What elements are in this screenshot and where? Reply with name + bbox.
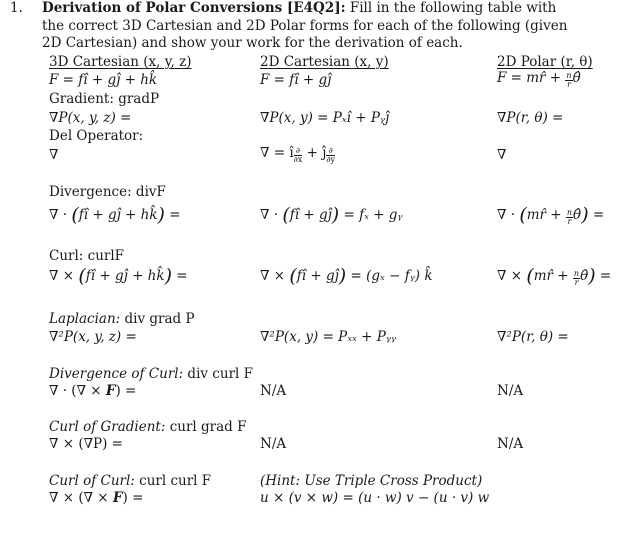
question-intro bbox=[10, 0, 568, 53]
right-paren: ) bbox=[157, 204, 165, 226]
gradient-2d-cartesian: ∇P(x, y) = Pₓî + Pᵧĵ bbox=[260, 110, 390, 126]
n-over-r-fraction bbox=[566, 209, 573, 226]
divergence-body-a: mr̂ + bbox=[526, 207, 566, 223]
fraction-denominator: ∂y bbox=[326, 155, 336, 164]
fraction-numerator: n bbox=[566, 71, 572, 80]
curl-curl-3d-cartesian bbox=[49, 490, 143, 506]
question-title: Derivation of Polar Conversions [E4Q2]: bbox=[42, 0, 346, 16]
curl-curl-vector-f: F bbox=[112, 490, 123, 506]
div-curl-label-italic: Divergence of Curl: bbox=[49, 366, 184, 382]
force-2d-cartesian: F = fî + gĵ bbox=[260, 72, 332, 88]
curl-curl-label bbox=[49, 473, 211, 489]
header-2d-cartesian: 2D Cartesian (x, y) bbox=[260, 54, 389, 70]
question-line-3: 2D Cartesian) and show your work for the derivation of each. bbox=[42, 35, 463, 51]
header-3d-cartesian: 3D Cartesian (x, y, z) bbox=[49, 54, 192, 70]
curl-grad-label-rest: curl grad F bbox=[165, 419, 247, 435]
del-prefix: ∇ = î bbox=[260, 145, 294, 161]
curl-grad-label bbox=[49, 419, 246, 435]
partial-y-fraction bbox=[326, 147, 335, 164]
div-curl-3d-cartesian bbox=[49, 383, 136, 399]
divergence-2d-cartesian bbox=[260, 204, 403, 226]
laplacian-3d-cartesian: ∇²P(x, y, z) = bbox=[49, 329, 137, 345]
del-2d-polar: ∇ bbox=[497, 147, 507, 163]
fraction-denominator: r bbox=[567, 80, 571, 89]
left-paren: ( bbox=[526, 265, 534, 287]
curl-grad-2d-cartesian: N/A bbox=[260, 436, 287, 452]
del-2d-cartesian bbox=[260, 145, 335, 164]
laplacian-label-rest: div grad P bbox=[120, 311, 195, 327]
n-over-r-fraction bbox=[573, 270, 580, 287]
triple-product-hint: (Hint: Use Triple Cross Product) bbox=[260, 473, 483, 489]
div-curl-label-rest: div curl F bbox=[183, 366, 253, 382]
gradient-2d-polar: ∇P(r, θ) = bbox=[497, 110, 564, 126]
laplacian-2d-polar: ∇²P(r, θ) = bbox=[497, 329, 569, 345]
left-paren: ( bbox=[519, 204, 527, 226]
question-line-1 bbox=[10, 0, 557, 18]
curl-body: fî + gĵ bbox=[296, 268, 339, 284]
curl-body-a: mr̂ + bbox=[533, 268, 573, 284]
del-mid: + ĵ bbox=[302, 145, 327, 161]
force-polar-suffix: θ̂ bbox=[572, 70, 581, 86]
divergence-body: fî + gĵ + hk̂ bbox=[78, 207, 158, 223]
curl-2d-cartesian bbox=[260, 265, 433, 287]
curl-equals: = bbox=[171, 268, 188, 284]
del-3d-cartesian: ∇ bbox=[49, 147, 59, 163]
right-paren: ) bbox=[338, 265, 347, 287]
div-curl-suffix: ) = bbox=[115, 383, 137, 399]
n-over-r-fraction bbox=[565, 72, 572, 89]
div-curl-2d-cartesian: N/A bbox=[260, 383, 287, 399]
divergence-result: = fₓ + gᵧ bbox=[339, 207, 403, 223]
header-2d-polar: 2D Polar (r, θ) bbox=[497, 54, 593, 70]
del-operator-label: Del Operator: bbox=[49, 128, 144, 144]
fraction-numerator: n bbox=[573, 269, 580, 278]
right-paren: ) bbox=[588, 265, 596, 287]
curl-curl-label-italic: Curl of Curl: bbox=[49, 473, 135, 489]
curl-curl-label-rest: curl curl F bbox=[134, 473, 212, 489]
fraction-numerator: ∂ bbox=[294, 147, 303, 156]
force-2d-polar bbox=[497, 70, 581, 89]
left-paren: ( bbox=[78, 265, 86, 287]
right-paren: ) bbox=[581, 204, 589, 226]
laplacian-label bbox=[49, 311, 195, 327]
fraction-denominator: ∂x bbox=[293, 155, 303, 164]
left-paren: ( bbox=[289, 265, 297, 287]
curl-3d-cartesian bbox=[49, 265, 188, 287]
curl-operator: ∇ × bbox=[497, 268, 527, 284]
curl-body: fî + gĵ + hk̂ bbox=[85, 268, 165, 284]
divergence-operator: ∇ · bbox=[49, 207, 72, 223]
question-number: 1. bbox=[10, 0, 23, 16]
curl-label: Curl: curlF bbox=[49, 248, 125, 264]
curl-equals: = bbox=[595, 268, 612, 284]
force-polar-prefix: F = mr̂ + bbox=[497, 70, 566, 86]
triple-product-identity: u × (v × w) = (u · w) v − (u · v) w bbox=[260, 490, 490, 506]
right-paren: ) bbox=[164, 265, 172, 287]
divergence-label: Divergence: divF bbox=[49, 184, 166, 200]
div-curl-prefix: ∇ · (∇ × bbox=[49, 383, 106, 399]
div-curl-2d-polar: N/A bbox=[497, 383, 524, 399]
divergence-body: fî + gĵ bbox=[289, 207, 332, 223]
fraction-numerator: n bbox=[566, 208, 573, 217]
laplacian-2d-cartesian: ∇²P(x, y) = Pₓₓ + Pᵧᵧ bbox=[260, 329, 396, 345]
divergence-equals: = bbox=[588, 207, 605, 223]
laplacian-label-italic: Laplacian: bbox=[49, 311, 121, 327]
gradient-label: Gradient: gradP bbox=[49, 91, 160, 107]
divergence-equals: = bbox=[164, 207, 181, 223]
curl-grad-2d-polar: N/A bbox=[497, 436, 524, 452]
divergence-operator: ∇ · bbox=[260, 207, 283, 223]
curl-curl-prefix: ∇ × (∇ × bbox=[49, 490, 113, 506]
divergence-3d-cartesian bbox=[49, 204, 181, 226]
question-line-2: the correct 3D Cartesian and 2D Polar forms for each of the following (given bbox=[42, 17, 568, 34]
div-curl-vector-f: F bbox=[105, 383, 116, 399]
divergence-operator: ∇ · bbox=[497, 207, 520, 223]
curl-2d-polar bbox=[497, 265, 611, 287]
curl-operator: ∇ × bbox=[49, 268, 79, 284]
gradient-3d-cartesian: ∇P(x, y, z) = bbox=[49, 110, 132, 126]
fraction-denominator: r bbox=[567, 217, 572, 226]
curl-body-b: θ̂ bbox=[580, 268, 589, 284]
divergence-2d-polar bbox=[497, 204, 604, 226]
force-3d-cartesian: F = fî + gĵ + hk̂ bbox=[49, 72, 158, 88]
fraction-numerator: ∂ bbox=[326, 147, 335, 156]
question-line-1-rest: Fill in the following table with bbox=[349, 0, 557, 16]
left-paren: ( bbox=[282, 204, 290, 226]
curl-operator: ∇ × bbox=[260, 268, 290, 284]
divergence-body-b: θ̂ bbox=[573, 207, 582, 223]
div-curl-label bbox=[49, 366, 253, 382]
curl-curl-suffix: ) = bbox=[122, 490, 144, 506]
partial-x-fraction bbox=[294, 147, 303, 164]
curl-grad-3d-cartesian: ∇ × (∇P) = bbox=[49, 436, 123, 452]
left-paren: ( bbox=[71, 204, 79, 226]
fraction-denominator: r bbox=[574, 278, 579, 287]
right-paren: ) bbox=[331, 204, 340, 226]
curl-result: = (gₓ − fᵧ) k̂ bbox=[346, 268, 433, 284]
curl-grad-label-italic: Curl of Gradient: bbox=[49, 419, 166, 435]
